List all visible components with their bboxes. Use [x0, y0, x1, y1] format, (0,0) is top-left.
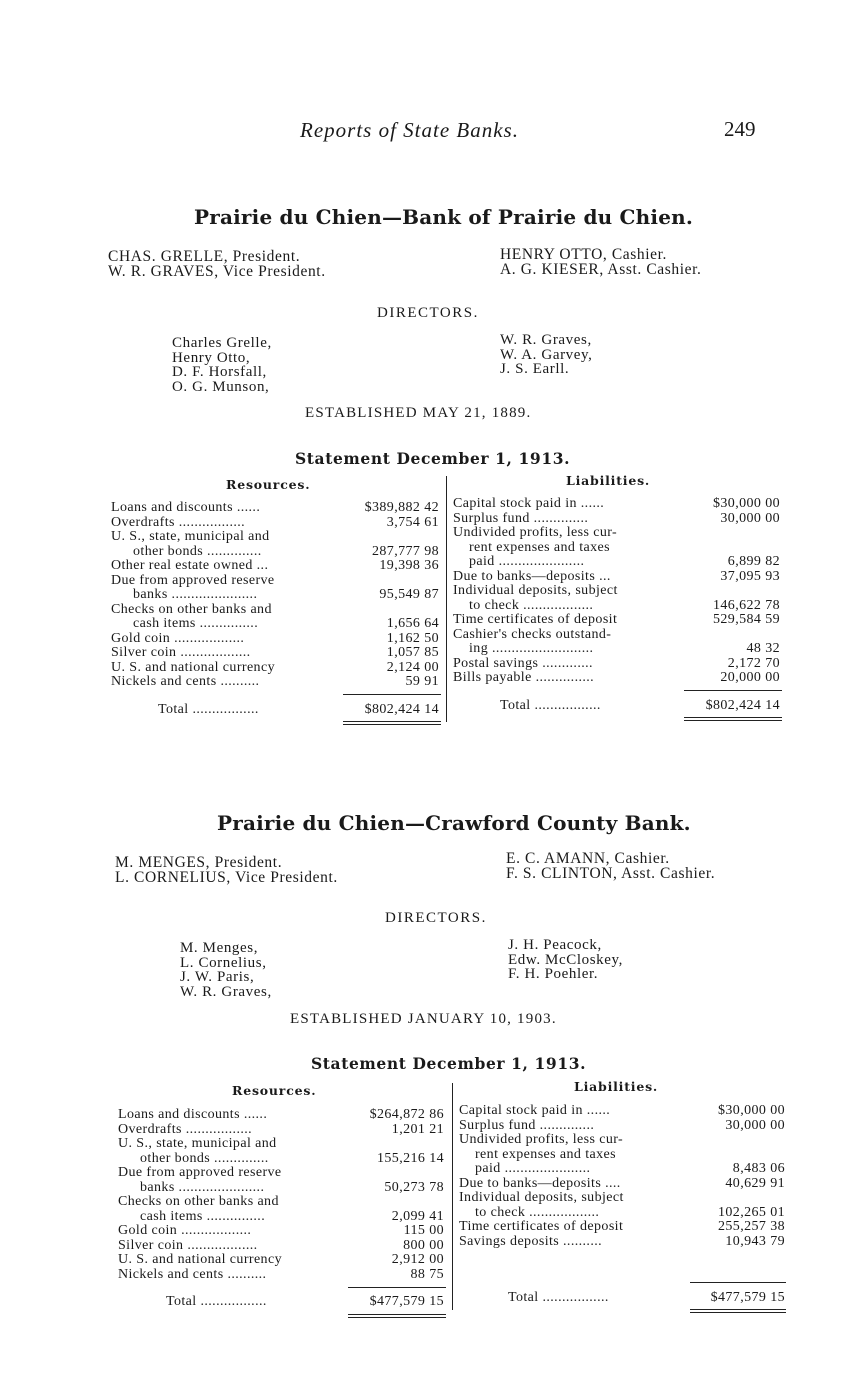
row-label: Savings deposits .......... [459, 1233, 603, 1249]
officers-left [115, 855, 338, 885]
director-name: F. H. Poehler. [508, 966, 599, 982]
total-label: Total ................. [158, 702, 259, 717]
row-amount: 102,265 01 [718, 1204, 785, 1220]
statement-heading: Statement December 1, 1913. [295, 449, 571, 468]
total-amount: $802,424 14 [705, 698, 780, 713]
row-amount: 37,095 93 [720, 568, 780, 584]
row-amount: 146,622 78 [713, 597, 780, 613]
directors-left [172, 336, 272, 394]
row-label: Loans and discounts ...... [118, 1107, 268, 1122]
row-amount: $30,000 00 [713, 496, 780, 511]
row-amount: 529,584 59 [713, 612, 780, 627]
row-amount: 8,483 06 [732, 1161, 785, 1176]
row-label: Other real estate owned ... [111, 558, 269, 573]
row-label: Loans and discounts ...... [111, 500, 261, 515]
row-label: Cashier's checks outstand- [453, 626, 612, 642]
officer-president: CHAS. GRELLE, President. [108, 248, 301, 265]
director-name: O. G. Munson, [172, 378, 270, 395]
director-name: W. R. Graves, [500, 332, 592, 348]
column-divider [452, 1083, 453, 1310]
officer-cashier: E. C. AMANN, Cashier. [506, 850, 670, 867]
double-rule [343, 724, 441, 725]
director-name: J. H. Peacock, [508, 937, 602, 953]
row-label: Bills payable ............... [453, 670, 595, 685]
bank-title: Prairie du Chien—Crawford County Bank. [217, 811, 691, 835]
row-label: Silver coin .................. [111, 645, 251, 660]
director-name: W. R. Graves, [180, 983, 272, 1000]
row-amount: 1,656 64 [386, 616, 439, 631]
row-amount: 155,216 14 [377, 1150, 444, 1166]
liabilities-heading: Liabilities. [566, 473, 651, 488]
row-label: Gold coin .................. [118, 1223, 252, 1238]
row-label: to check .................. [469, 597, 594, 613]
total-rule [348, 1287, 446, 1288]
directors-left [180, 941, 272, 999]
directors-heading: DIRECTORS. [377, 305, 479, 321]
director-name: L. Cornelius, [180, 954, 267, 971]
directors-right [508, 938, 623, 982]
resources-heading: Resources. [226, 477, 311, 492]
row-label: Overdrafts ................. [118, 1121, 253, 1137]
row-label: paid ...................... [475, 1161, 591, 1176]
total-label: Total ................. [166, 1294, 267, 1309]
running-head: Reports of State Banks. [300, 118, 519, 142]
row-label: Surplus fund .............. [453, 510, 589, 526]
total-rule [690, 1282, 786, 1283]
officer-vice-president: W. R. GRAVES, Vice President. [108, 263, 326, 280]
row-label: other bonds .............. [140, 1150, 269, 1166]
row-label: Surplus fund .............. [459, 1117, 595, 1133]
row-label: to check .................. [475, 1204, 600, 1220]
director-name: Edw. McCloskey, [508, 951, 623, 968]
row-label: rent expenses and taxes [469, 539, 610, 555]
officers-left [108, 249, 326, 279]
double-rule [684, 717, 782, 718]
column-divider [446, 476, 447, 722]
row-amount: 800 00 [403, 1237, 444, 1253]
row-label: banks ...................... [140, 1179, 265, 1195]
director-name: D. F. Horsfall, [172, 364, 267, 380]
row-label: U. S., state, municipal and [111, 529, 270, 544]
director-name: Henry Otto, [172, 349, 251, 366]
row-label: Undivided profits, less cur- [453, 525, 618, 540]
row-amount: 30,000 00 [725, 1117, 785, 1133]
row-amount: 30,000 00 [720, 510, 780, 526]
row-label: Checks on other banks and [111, 601, 272, 617]
row-amount: 95,549 87 [379, 587, 439, 602]
row-label: cash items ............... [133, 616, 259, 631]
total-rule [343, 694, 441, 695]
row-label: Due to banks—deposits ... [453, 568, 611, 584]
row-label: Due from approved reserve [111, 572, 275, 588]
row-label: U. S. and national currency [118, 1252, 282, 1267]
officer-cashier: HENRY OTTO, Cashier. [500, 246, 667, 263]
row-label: Nickels and cents .......... [111, 674, 260, 689]
row-amount: 255,257 38 [718, 1219, 785, 1234]
row-label: Time certificates of deposit [459, 1219, 624, 1234]
statement-heading: Statement December 1, 1913. [311, 1054, 587, 1073]
row-amount: 287,777 98 [372, 543, 439, 559]
directors-right [500, 333, 593, 377]
row-label: banks ...................... [133, 587, 258, 602]
director-name: J. S. Earll. [500, 361, 570, 377]
row-label: Due to banks—deposits .... [459, 1175, 621, 1191]
row-amount: 48 32 [746, 641, 780, 656]
row-amount: 20,000 00 [720, 670, 780, 685]
officer-asst-cashier: A. G. KIESER, Asst. Cashier. [500, 261, 702, 278]
page-number: 249 [724, 117, 756, 141]
officer-vice-president: L. CORNELIUS, Vice President. [115, 869, 338, 886]
director-name: Charles Grelle, [172, 335, 272, 351]
row-label: cash items ............... [140, 1208, 266, 1224]
row-amount: $389,882 42 [364, 500, 439, 515]
liabilities-heading: Liabilities. [574, 1079, 659, 1094]
officer-president: M. MENGES, President. [115, 854, 283, 871]
row-label: Capital stock paid in ...... [453, 496, 605, 511]
row-amount: 1,162 50 [386, 630, 439, 646]
row-label: paid ...................... [469, 554, 585, 569]
double-rule [684, 720, 782, 721]
officers-right [506, 851, 715, 881]
total-amount: $477,579 15 [369, 1294, 444, 1309]
director-name: W. A. Garvey, [500, 346, 593, 363]
row-amount: 10,943 79 [725, 1233, 785, 1249]
row-label: Checks on other banks and [118, 1194, 279, 1209]
row-label: Gold coin .................. [111, 630, 245, 646]
row-label: Silver coin .................. [118, 1237, 258, 1253]
director-name: J. W. Paris, [180, 969, 255, 985]
double-rule [348, 1314, 446, 1315]
row-label: other bonds .............. [133, 543, 262, 559]
row-amount: 2,172 70 [727, 655, 780, 671]
directors-heading: DIRECTORS. [385, 910, 487, 926]
row-amount: 1,057 85 [386, 645, 439, 660]
row-amount: 19,398 36 [379, 558, 439, 573]
row-amount: 2,912 00 [391, 1252, 444, 1267]
double-rule [343, 721, 441, 722]
row-amount: $264,872 86 [369, 1107, 444, 1122]
row-label: Due from approved reserve [118, 1165, 282, 1180]
total-amount: $802,424 14 [364, 702, 439, 717]
bank-title: Prairie du Chien—Bank of Prairie du Chien. [194, 205, 694, 229]
row-label: Capital stock paid in ...... [459, 1103, 611, 1118]
row-label: Nickels and cents .......... [118, 1266, 267, 1282]
row-amount: 115 00 [403, 1223, 444, 1238]
double-rule [690, 1309, 786, 1310]
row-amount: 6,899 82 [727, 554, 780, 569]
row-label: Time certificates of deposit [453, 612, 618, 627]
row-label: U. S., state, municipal and [118, 1136, 277, 1151]
row-amount: 1,201 21 [391, 1121, 444, 1137]
row-amount: 3,754 61 [386, 514, 439, 530]
officer-asst-cashier: F. S. CLINTON, Asst. Cashier. [506, 865, 716, 882]
double-rule [690, 1312, 786, 1313]
row-amount: 50,273 78 [384, 1179, 444, 1195]
director-name: M. Menges, [180, 940, 259, 956]
row-amount: 40,629 91 [725, 1175, 785, 1191]
established-date: ESTABLISHED JANUARY 10, 1903. [290, 1011, 557, 1027]
row-label: Individual deposits, subject [459, 1190, 624, 1205]
row-label: Overdrafts ................. [111, 514, 246, 530]
row-label: ing .......................... [469, 641, 594, 656]
total-label: Total ................. [508, 1290, 609, 1305]
row-label: rent expenses and taxes [475, 1146, 616, 1162]
row-label: Undivided profits, less cur- [459, 1132, 624, 1147]
row-label: Postal savings ............. [453, 655, 593, 671]
officers-right [500, 247, 702, 277]
double-rule [348, 1317, 446, 1318]
resources-heading: Resources. [232, 1083, 317, 1098]
row-label: Individual deposits, subject [453, 583, 618, 598]
row-label: U. S. and national currency [111, 659, 275, 675]
row-amount: 59 91 [405, 674, 439, 689]
row-amount: 88 75 [410, 1266, 444, 1282]
row-amount: 2,099 41 [391, 1208, 444, 1224]
total-rule [684, 690, 782, 691]
row-amount: 2,124 00 [386, 659, 439, 675]
total-amount: $477,579 15 [710, 1290, 785, 1305]
total-label: Total ................. [500, 698, 601, 713]
row-amount: $30,000 00 [718, 1103, 785, 1118]
established-date: ESTABLISHED MAY 21, 1889. [305, 405, 532, 421]
